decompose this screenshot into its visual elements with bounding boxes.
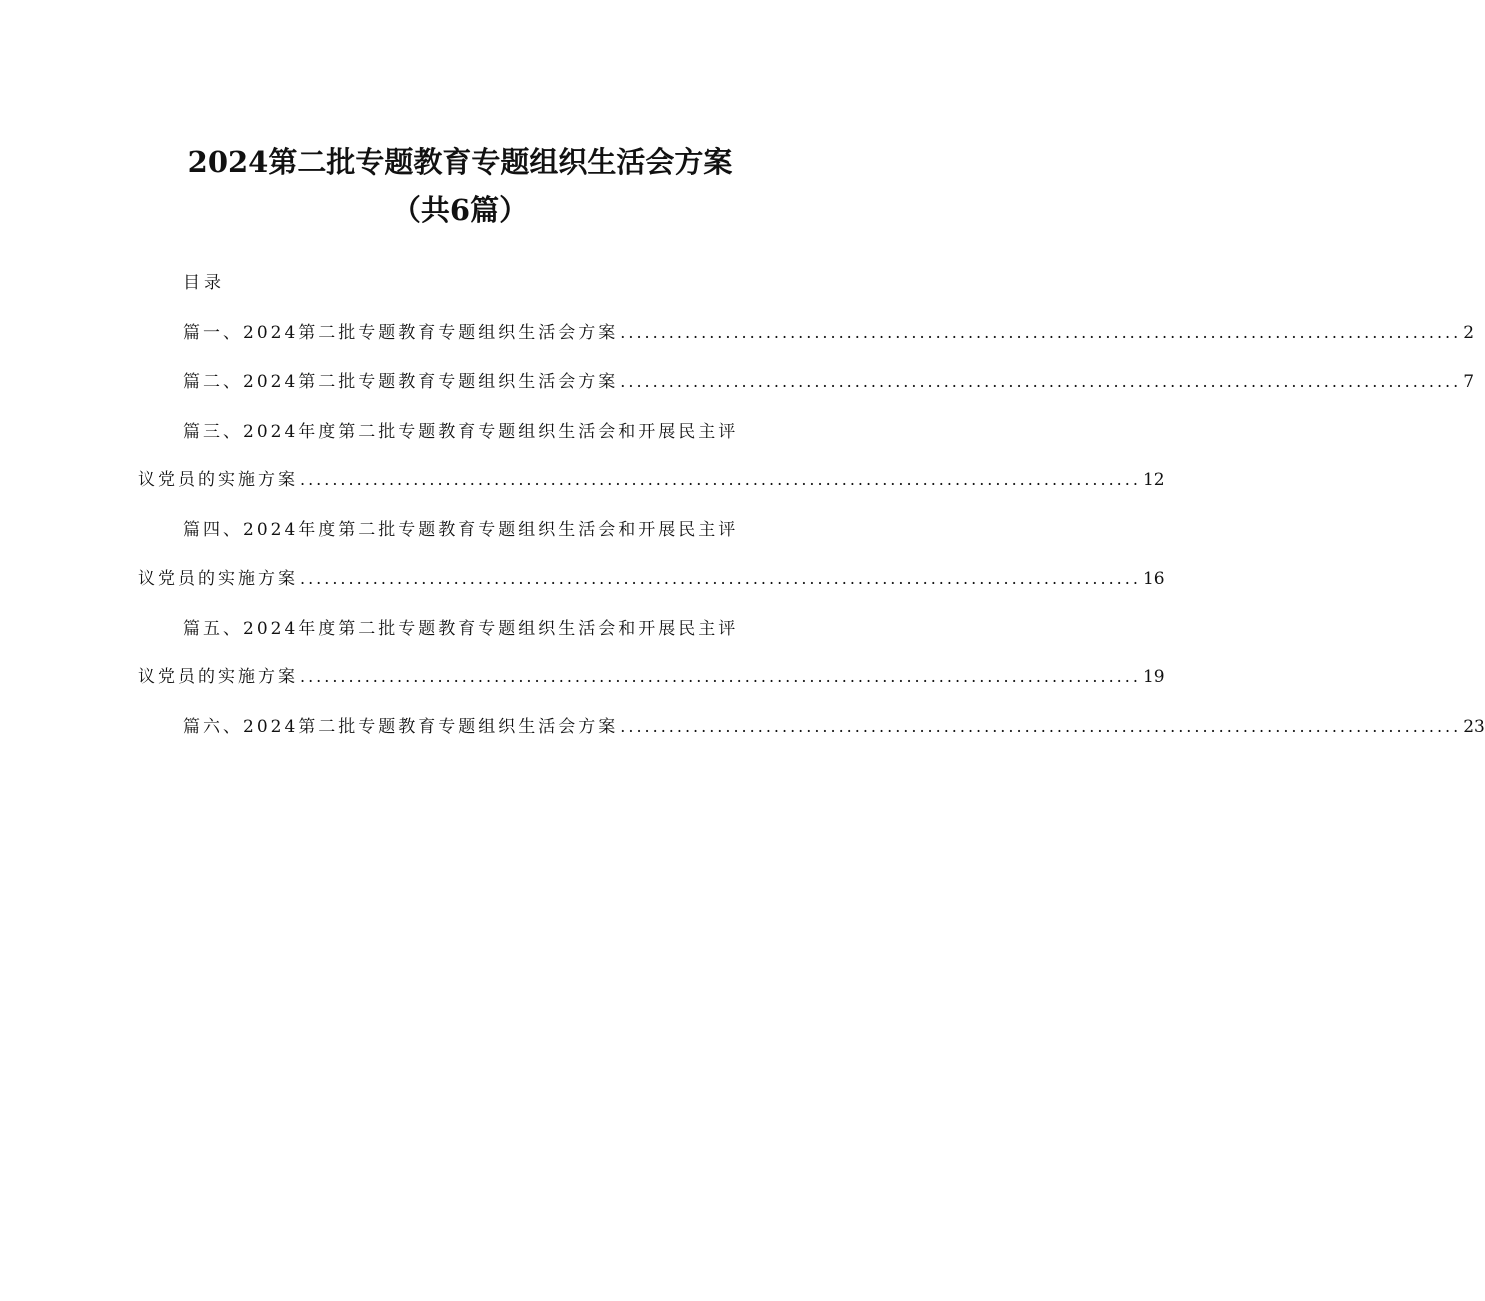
toc-entry-2-title: 篇二、2024第二批专题教育专题组织生活会方案 [183,372,619,392]
toc-entry-2-leader: ........................................................................................................ [620,372,1462,391]
toc-entry-6-leader: ........................................................................................................ [620,717,1462,736]
document-title-line-1: 2024第二批专题教育专题组织生活会方案 [187,145,733,179]
toc-entry-2-page: 7 [1463,372,1475,392]
toc-entry-1-page: 2 [1463,323,1475,343]
toc-entry-5-title: 篇五、2024年度第二批专题教育专题组织生活会和开展民主评 [183,619,739,639]
toc-entry-5-title-continued: 议党员的实施方案 [138,667,298,687]
toc-entry-3-title-continued: 议党员的实施方案 [138,470,298,490]
toc-entry-5-leader: ........................................................................................................ [300,667,1141,686]
toc-entry-6-page: 23 [1463,717,1485,737]
toc-entry-5-page: 19 [1142,667,1165,687]
toc-entry-6[interactable] [183,714,1485,740]
toc-heading: 目录 [183,273,225,293]
toc-entry-4-title-continued: 议党员的实施方案 [138,569,298,589]
toc-entry-3-page: 12 [1142,470,1165,490]
toc-entry-4[interactable] [183,517,743,543]
toc-entry-1-title: 篇一、2024第二批专题教育专题组织生活会方案 [183,323,619,343]
toc-entry-3-title: 篇三、2024年度第二批专题教育专题组织生活会和开展民主评 [183,422,739,442]
toc-entry-3-leader: ........................................................................................................ [300,470,1141,489]
document-title-line-2: （共6篇） [391,193,529,227]
toc-entry-5-continued[interactable] [138,664,1165,690]
toc-entry-4-leader: ........................................................................................................ [300,569,1141,588]
toc-entry-4-page: 16 [1142,569,1165,589]
toc-entry-2[interactable] [183,369,1475,395]
toc-entry-5[interactable] [183,616,743,642]
toc-entry-1-leader: ........................................................................................................ [620,323,1462,342]
toc-entry-4-continued[interactable] [138,566,1165,592]
toc-entry-6-title: 篇六、2024第二批专题教育专题组织生活会方案 [183,717,619,737]
toc-entry-3[interactable] [183,419,743,445]
toc-entry-4-title: 篇四、2024年度第二批专题教育专题组织生活会和开展民主评 [183,520,739,540]
toc-entry-1[interactable] [183,320,1475,346]
toc-entry-3-continued[interactable] [138,467,1165,493]
